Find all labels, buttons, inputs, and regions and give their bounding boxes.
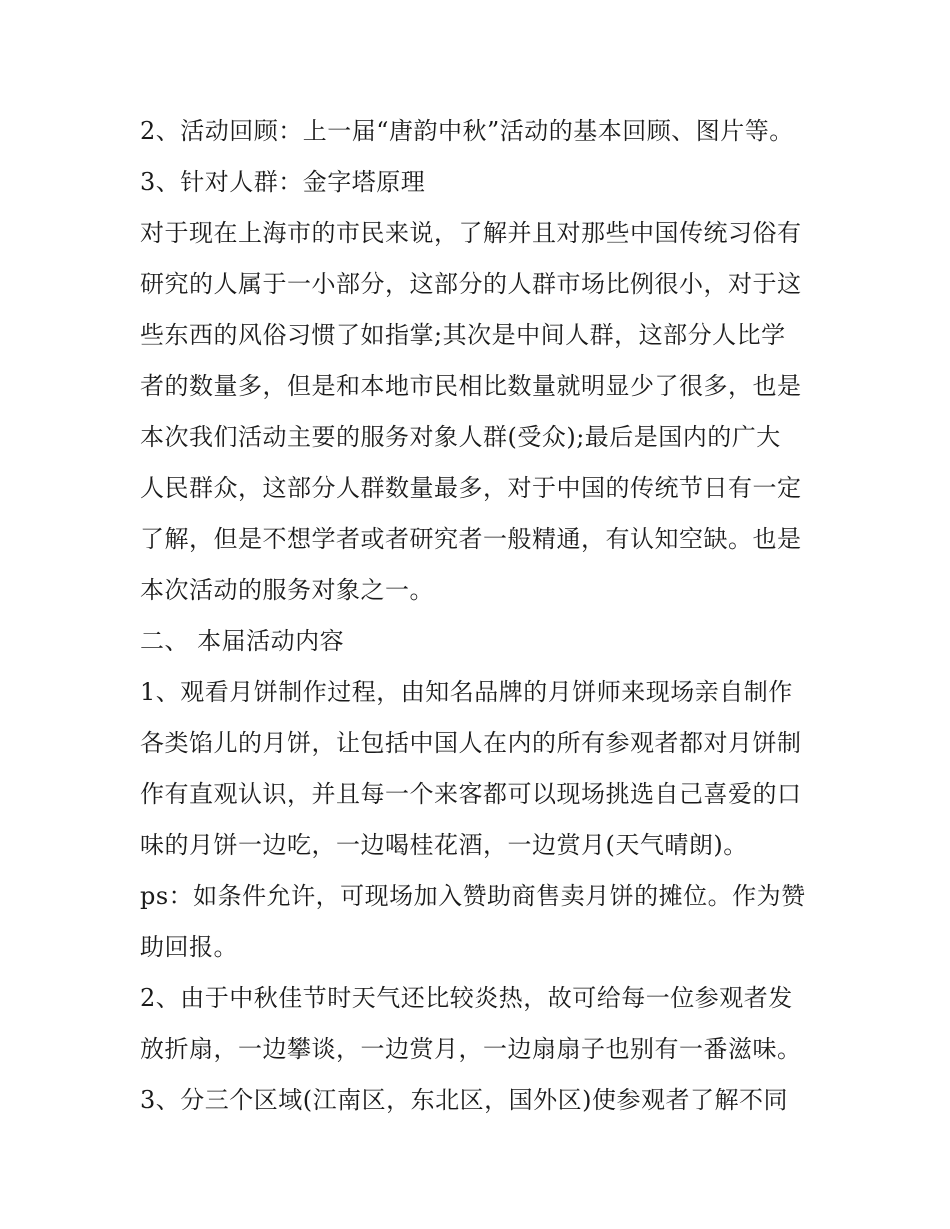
text-line: 2、由于中秋佳节时天气还比较炎热，故可给每一位参观者发 bbox=[140, 984, 793, 1012]
text-line: 味的月饼一边吃，一边喝桂花酒，一边赏月(天气晴朗)。 bbox=[140, 831, 748, 859]
text-line: 放折扇，一边攀谈，一边赏月，一边扇扇子也别有一番滋味。 bbox=[140, 1035, 802, 1063]
text-line: 者的数量多，但是和本地市民相比数量就明显少了很多，也是 bbox=[140, 372, 802, 400]
text-line: 了解，但是不想学者或者研究者一般精通，有认知空缺。也是 bbox=[140, 525, 802, 553]
text-line: ps：如条件允许，可现场加入赞助商售卖月饼的摊位。作为赞 bbox=[140, 882, 806, 910]
text-line: 助回报。 bbox=[140, 933, 238, 961]
text-line: 本次活动的服务对象之一。 bbox=[140, 576, 434, 604]
text-line: 研究的人属于一小部分，这部分的人群市场比例很小，对于这 bbox=[140, 270, 802, 298]
text-line: 对于现在上海市的市民来说，了解并且对那些中国传统习俗有 bbox=[140, 219, 802, 247]
document-page bbox=[140, 106, 820, 1126]
text-line: 作有直观认识，并且每一个来客都可以现场挑选自己喜爱的口 bbox=[140, 780, 802, 808]
section-heading: 二、 本届活动内容 bbox=[140, 627, 345, 655]
text-line: 2、活动回顾：上一届“唐韵中秋”活动的基本回顾、图片等。 bbox=[140, 117, 794, 145]
text-line: 人民群众，这部分人群数量最多，对于中国的传统节日有一定 bbox=[140, 474, 802, 502]
text-line: 3、针对人群：金字塔原理 bbox=[140, 168, 426, 196]
text-line: 1、观看月饼制作过程，由知名品牌的月饼师来现场亲自制作 bbox=[140, 678, 793, 706]
text-line: 些东西的风俗习惯了如指掌;其次是中间人群，这部分人比学 bbox=[140, 321, 786, 349]
text-line: 3、分三个区域(江南区，东北区，国外区)使参观者了解不同 bbox=[140, 1086, 788, 1114]
text-line: 各类馅儿的月饼，让包括中国人在内的所有参观者都对月饼制 bbox=[140, 729, 802, 757]
text-line: 本次我们活动主要的服务对象人群(受众);最后是国内的广大 bbox=[140, 423, 781, 451]
